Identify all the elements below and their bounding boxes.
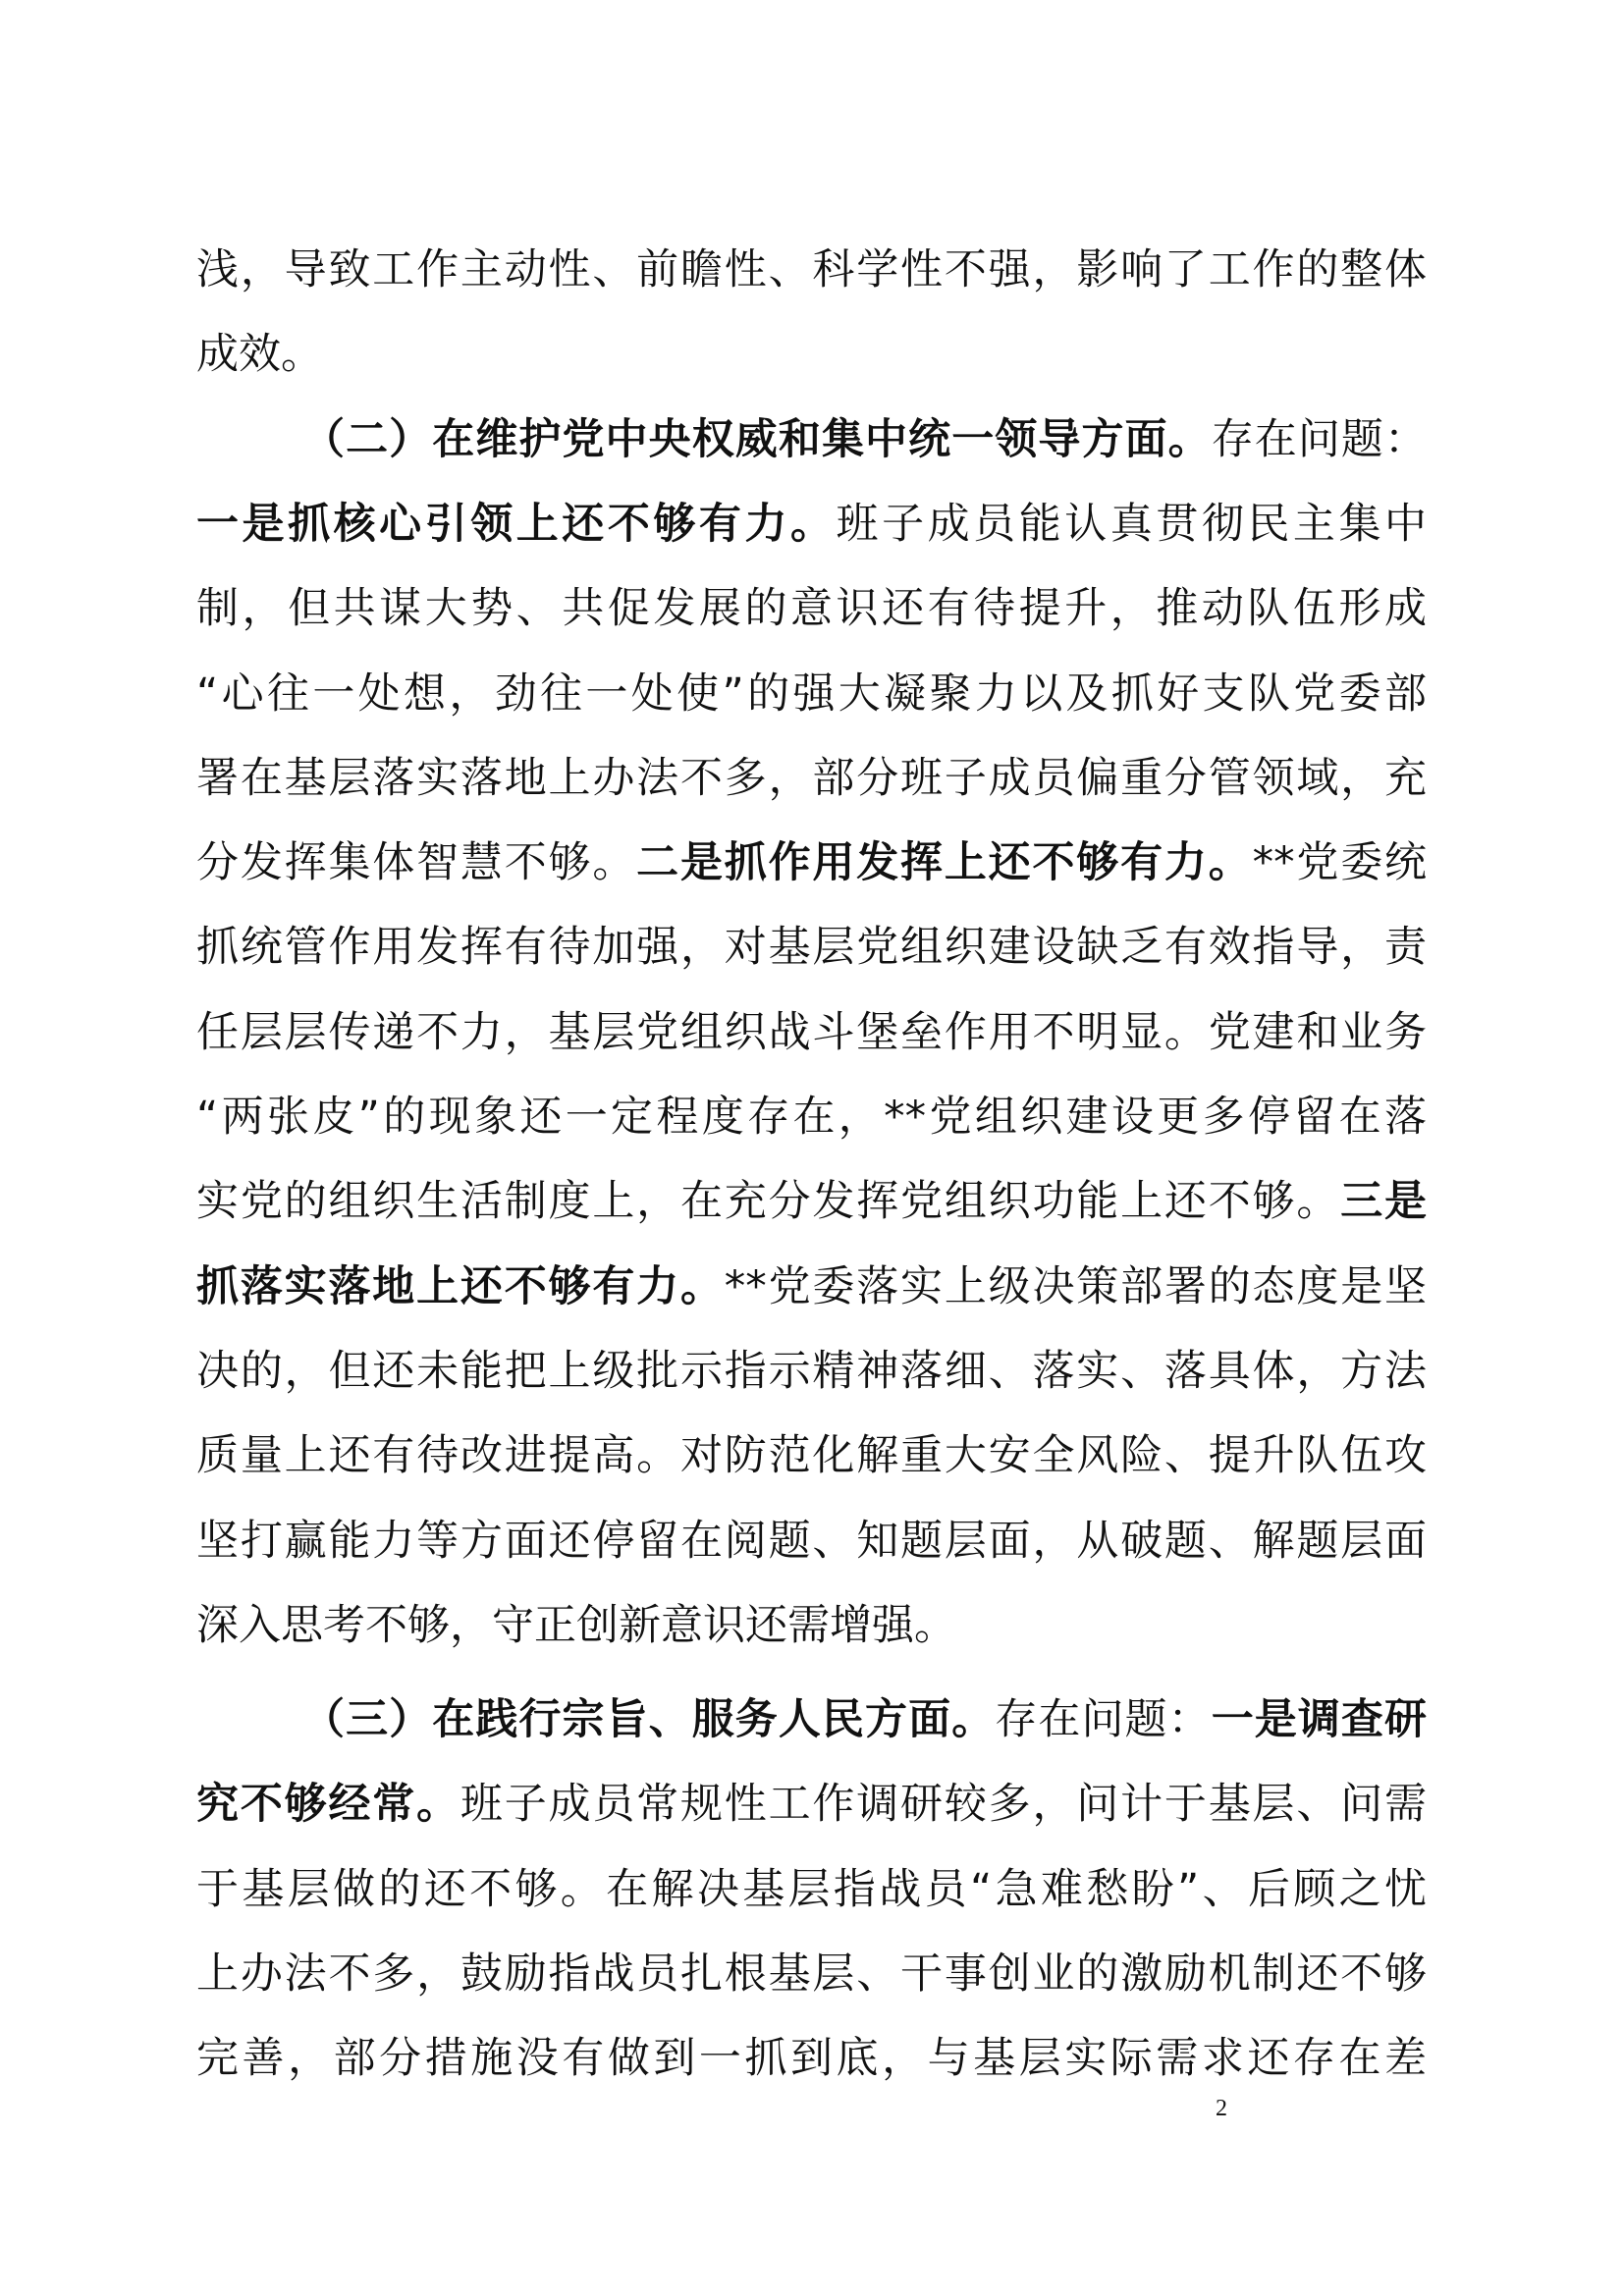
text-segment: 存在问题： [995,1695,1212,1745]
bold-text-segment: （二）在维护党中央权威和集中统一领导方面。 [302,414,1212,464]
text-segment: 班子成员常规性工作调研较多，问计于基层、问需 [460,1780,1428,1830]
text-segment: “心往一处想，劲往一处使”的强大凝聚力以及抓好支队党委部 [196,668,1427,719]
text-line [196,1003,1427,1062]
bold-text-segment: 一是抓核心引领上还不够有力。 [196,499,837,549]
text-segment: 存在问题： [1211,414,1428,464]
text-line [196,833,1427,892]
text-segment: 任层层传递不力，基层党组织战斗堡垒作用不明显。党建和业务 [196,1007,1427,1057]
text-line [196,1860,1427,1919]
text-line [196,2029,1427,2088]
text-line [196,495,1427,554]
text-line [196,240,1427,299]
text-line [196,1088,1427,1147]
text-line [196,1512,1427,1571]
text-line [302,410,1427,469]
bold-text-segment: 抓落实落地上还不够有力。 [196,1261,725,1311]
text-segment: 制，但共谋大势、共促发展的意识还有待提升，推动队伍形成 [196,584,1427,634]
text-segment: 质量上还有待改进提高。对防范化解重大安全风险、提升队伍攻 [196,1431,1427,1481]
bold-text-segment: 二是抓作用发挥上还不够有力。 [636,838,1253,888]
text-line [196,1945,1427,2003]
text-segment: 上办法不多，鼓励指战员扎根基层、干事创业的激励机制还不够 [196,1949,1427,1999]
bold-text-segment: （三）在践行宗旨、服务人民方面。 [302,1695,996,1745]
text-segment: 于基层做的还不够。在解决基层指战员“急难愁盼”、后顾之忧 [196,1864,1427,1914]
text-segment: 深入思考不够，守正创新意识还需增强。 [196,1600,956,1650]
text-line [196,1426,1427,1485]
text-segment: **党委落实上级决策部署的态度是坚 [724,1261,1428,1311]
text-line [196,1342,1427,1401]
text-segment: 完善，部分措施没有做到一抓到底，与基层实际需求还存在差 [196,2034,1427,2084]
text-line [196,665,1427,723]
bold-text-segment: 究不够经常。 [196,1780,460,1830]
text-line [196,1172,1427,1231]
text-segment: 实党的组织生活制度上，在充分发挥党组织功能上还不够。 [196,1177,1341,1227]
text-segment: 坚打赢能力等方面还停留在阅题、知题层面，从破题、解题层面 [196,1516,1427,1566]
text-segment: 成效。 [196,330,323,380]
text-line [196,579,1427,638]
bold-text-segment: 三是 [1340,1177,1428,1227]
text-segment: 浅，导致工作主动性、前瞻性、科学性不强，影响了工作的整体 [196,245,1427,294]
text-segment: “两张皮”的现象还一定程度存在，**党组织建设更多停留在落 [196,1093,1427,1142]
text-line [196,1257,1427,1316]
text-line [196,749,1427,808]
text-segment: **党委统 [1252,838,1428,888]
text-segment: 班子成员能认真贯彻民主集中 [836,499,1428,549]
text-line [196,325,1427,384]
text-line [196,1775,1427,1834]
text-segment: 决的，但还未能把上级批示指示精神落细、落实、落具体，方法 [196,1346,1427,1396]
text-segment: 抓统管作用发挥有待加强，对基层党组织建设缺乏有效指导，责 [196,923,1427,973]
text-line [196,1596,1427,1655]
text-line [302,1690,1427,1749]
text-segment: 分发挥集体智慧不够。 [196,838,637,888]
bold-text-segment: 一是调查研 [1211,1695,1428,1745]
text-segment: 署在基层落实落地上办法不多，部分班子成员偏重分管领域，充 [196,753,1427,803]
page-number: 2 [1216,2096,1227,2121]
text-line [196,918,1427,977]
